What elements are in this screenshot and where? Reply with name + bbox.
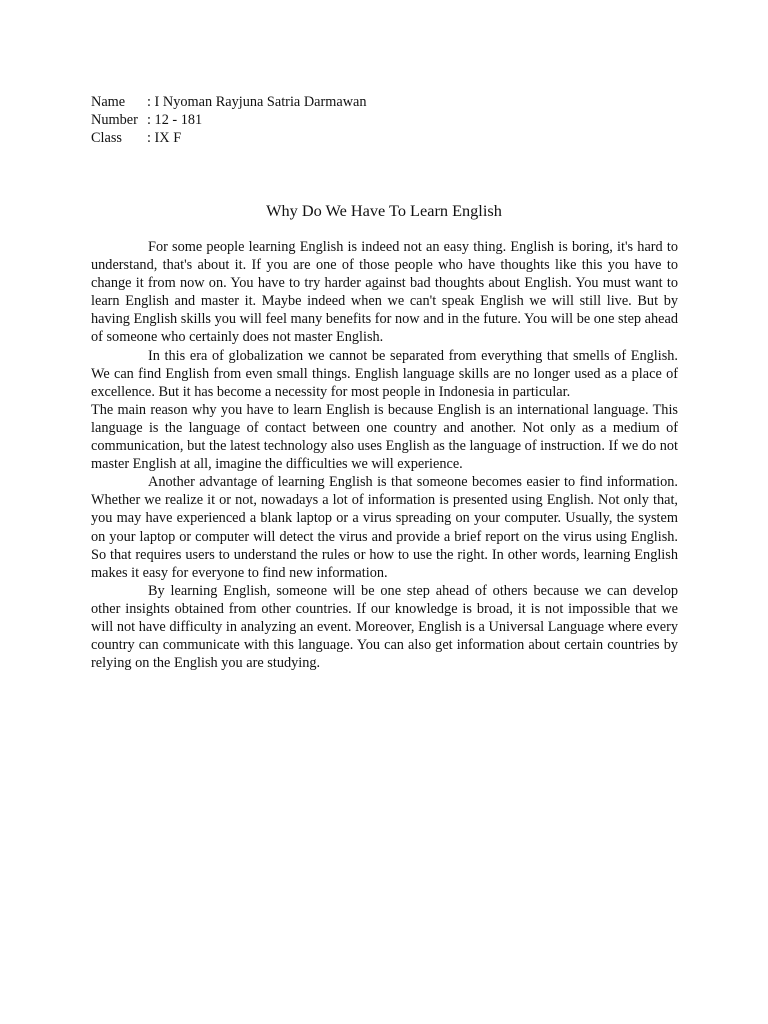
class-row [91, 129, 367, 147]
essay-title: Why Do We Have To Learn English [266, 201, 502, 220]
paragraph: For some people learning English is indeed not an easy thing. English is boring, it's hard to understand, that's about it. If you are one of those people who have thoughts like this you have to change it from now on. You have to try harder against bad thoughts about English. You must want to learn English and master it. Maybe indeed when we can't speak English we will still live. But by having English skills you will feel many benefits for now and in the future. You will be one step ahead of someone who certainly does not master English. [91, 239, 678, 346]
paragraph: In this era of globalization we cannot be separated from everything that smells of English. We can find English from even small things. English language skills are no longer used as a place of excellence. But it has become a necessity for most people in Indonesia in particular. [91, 347, 678, 400]
class-label: Class [91, 130, 122, 146]
name-row [91, 93, 367, 111]
class-value: : IX F [147, 130, 182, 146]
paragraph: Another advantage of learning English is that someone becomes easier to find information. Whether we realize it or not, nowadays a lot of information is presented using English. Not only that, you may have experienced a blank laptop or a virus spreading on your computer. Usually, the system on your laptop or computer will detect the virus and provide a brief report on the virus using English. So that requires users to understand the rules or how to use the right. In other words, learning English makes it easy for everyone to find new information. [91, 474, 678, 581]
paragraph: The main reason why you have to learn English is because English is an international language. This language is the language of contact between one country and another. Not only as a medium of communication, but the latest technology also uses English as the language of instruction. If we do not master English at all, imagine the difficulties we will experience. [91, 401, 678, 473]
number-value: : 12 - 181 [147, 112, 203, 128]
paragraph: By learning English, someone will be one step ahead of others because we can develop other insights obtained from other countries. If our knowledge is broad, it is not impossible that we will not have difficulty in analyzing an event. Moreover, English is a Universal Language where every country can communicate with this language. You can also get information about certain countries by relying on the English you are studying. [91, 582, 678, 672]
essay-body [91, 238, 678, 672]
number-row [91, 111, 367, 129]
number-label: Number [91, 112, 138, 128]
student-info-block [91, 93, 367, 147]
name-label: Name [91, 94, 126, 110]
name-value: : I Nyoman Rayjuna Satria Darmawan [147, 94, 367, 110]
